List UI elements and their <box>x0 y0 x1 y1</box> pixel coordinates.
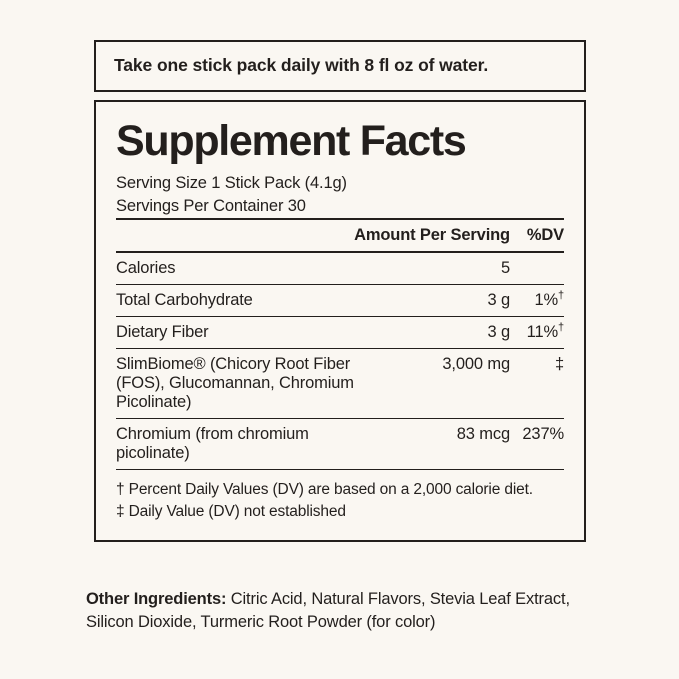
header-blank <box>116 219 354 252</box>
row-dv: 237% <box>510 418 564 469</box>
other-ingredients <box>86 588 596 634</box>
row-name: Chromium (from chromium picolinate) <box>116 418 354 469</box>
table-row <box>116 316 564 348</box>
table-row <box>116 418 564 469</box>
row-amount: 83 mcg <box>354 418 510 469</box>
row-amount: 3 g <box>354 284 510 316</box>
row-dv <box>510 348 564 418</box>
nutrition-table <box>116 218 564 470</box>
row-name: Calories <box>116 252 354 285</box>
other-ingredients-label: Other Ingredients: <box>86 590 227 608</box>
footnote-dagger: † Percent Daily Values (DV) are based on a 2,000 calorie diet. <box>116 480 533 498</box>
table-row <box>116 252 564 285</box>
supplement-facts-panel <box>94 100 586 542</box>
row-dv <box>510 252 564 285</box>
row-amount: 5 <box>354 252 510 285</box>
footnote-double-dagger: ‡ Daily Value (DV) not established <box>116 503 346 521</box>
table-row <box>116 284 564 316</box>
header-percent-dv: %DV <box>510 219 564 252</box>
footnotes <box>116 479 564 524</box>
directions-text: Take one stick pack daily with 8 fl oz of water. <box>114 55 489 75</box>
row-name: SlimBiome® (Chicory Root Fiber (FOS), Glucomannan, Chromium Picolinate) <box>116 348 354 418</box>
directions-box <box>94 40 586 92</box>
dagger-mark: † <box>558 289 564 302</box>
table-row <box>116 348 564 418</box>
dagger-mark: † <box>558 321 564 334</box>
row-dv: 1%† <box>510 284 564 316</box>
row-amount: 3 g <box>354 316 510 348</box>
row-name: Total Carbohydrate <box>116 284 354 316</box>
header-amount-per-serving: Amount Per Serving <box>354 219 510 252</box>
row-amount: 3,000 mg <box>354 348 510 418</box>
table-header-row <box>116 219 564 252</box>
serving-size: Serving Size 1 Stick Pack (4.1g) <box>116 174 347 193</box>
row-name: Dietary Fiber <box>116 316 354 348</box>
other-ingredients-text: Citric Acid, Natural Flavors, Stevia Leaf Extract, Silicon Dioxide, Turmeric Root Powder (for color) <box>86 590 570 631</box>
double-dagger-mark: ‡ <box>554 354 564 373</box>
servings-per-container: Servings Per Container 30 <box>116 197 306 216</box>
panel-title: Supplement Facts <box>116 117 466 165</box>
row-dv: 11%† <box>510 316 564 348</box>
